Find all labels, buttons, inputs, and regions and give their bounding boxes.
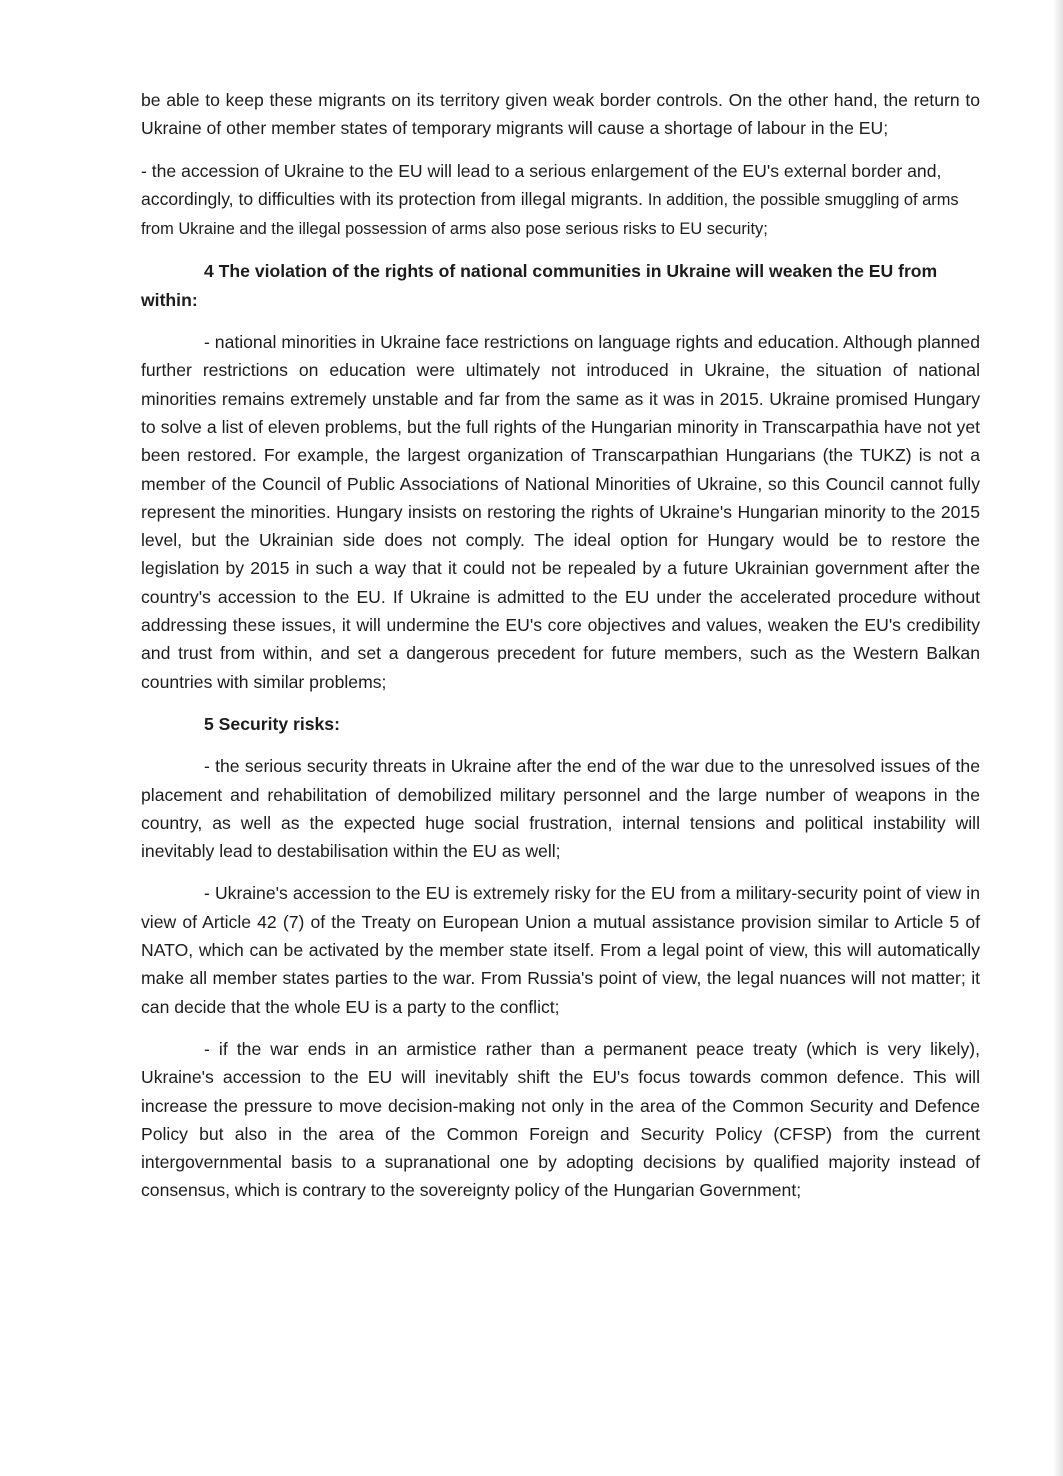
paragraph-security-threats: - the serious security threats in Ukraine after the end of the war due to the unresolved issues of the placement and rehabilitation of demobilized military personnel and the large number of weapons in the country, as well as the expected huge social frustration, internal tensions and political instability will inevitably lead to destabilisation within the EU as well; [141, 756, 980, 862]
paragraph-external-border [141, 157, 980, 244]
paragraph-national-minorities: - national minorities in Ukraine face restrictions on language rights and education. Although planned further restrictions on education were ultimately not introduced in Ukraine, the situation of national minorities remains extremely unstable and far from the same as it was in 2015. Ukraine promised Hungary to solve a list of eleven problems, but the full rights of the Hungarian minority in Transcarpathia have not yet been restored. For example, the largest organization of Transcarpathian Hungarians (the TUKZ) is not a member of the Council of Public Associations of National Minorities of Ukraine, so this Council cannot fully represent the minorities. Hungary insists on restoring the rights of Ukraine's Hungarian minority to the 2015 level, but the Ukrainian side does not comply. The ideal option for Hungary would be to restore the legislation by 2015 in such a way that it could not be repealed by a future Ukrainian government after the country's accession to the EU. If Ukraine is admitted to the EU under the accelerated procedure without addressing these issues, it will undermine the EU's core objectives and values, weaken the EU's credibility and trust from within, and set a dangerous precedent for future members, such as the Western Balkan countries with similar problems; [141, 332, 980, 692]
section-heading-4: 4 The violation of the rights of national communities in Ukraine will weaken the EU from within: [141, 261, 938, 310]
section-heading-5: 5 Security risks: [204, 713, 340, 734]
document-body [141, 86, 980, 1205]
paragraph-article-42: - Ukraine's accession to the EU is extremely risky for the EU from a military-security point of view in view of Article 42 (7) of the Treaty on European Union a mutual assistance provision similar to Article 5 of NATO, which can be activated by the member state itself. From a legal point of view, this will automatically make all member states parties to the war. From Russia's point of view, the legal nuances will not matter; it can decide that the whole EU is a party to the conflict; [141, 883, 980, 1017]
page-edge-shadow [1053, 0, 1063, 1476]
paragraph-migrants-continuation: be able to keep these migrants on its territory given weak border controls. On the other hand, the return to Ukraine of other member states of temporary migrants will cause a shortage of labour in the EU; [141, 90, 980, 139]
paragraph-arms-smuggling-text: In addition, the possible smuggling of arms from Ukraine and the illegal possession of arms also pose serious risks to EU security; [141, 190, 959, 239]
paragraph-armistice: - if the war ends in an armistice rather than a permanent peace treaty (which is very likely), Ukraine's accession to the EU will inevitably shift the EU's focus towards common defence. This will increase the pressure to move decision-making not only in the area of the Common Security and Defence Policy but also in the area of the Common Foreign and Security Policy (CFSP) from the current intergovernmental basis to a supranational one by adopting decisions by qualified majority instead of consensus, which is contrary to the sovereignty policy of the Hungarian Government; [141, 1038, 980, 1201]
paragraph-external-border-text: - the accession of Ukraine to the EU will lead to a serious enlargement of the EU's external border and, accordingly, to difficulties with its protection from illegal migrants. [141, 160, 942, 209]
